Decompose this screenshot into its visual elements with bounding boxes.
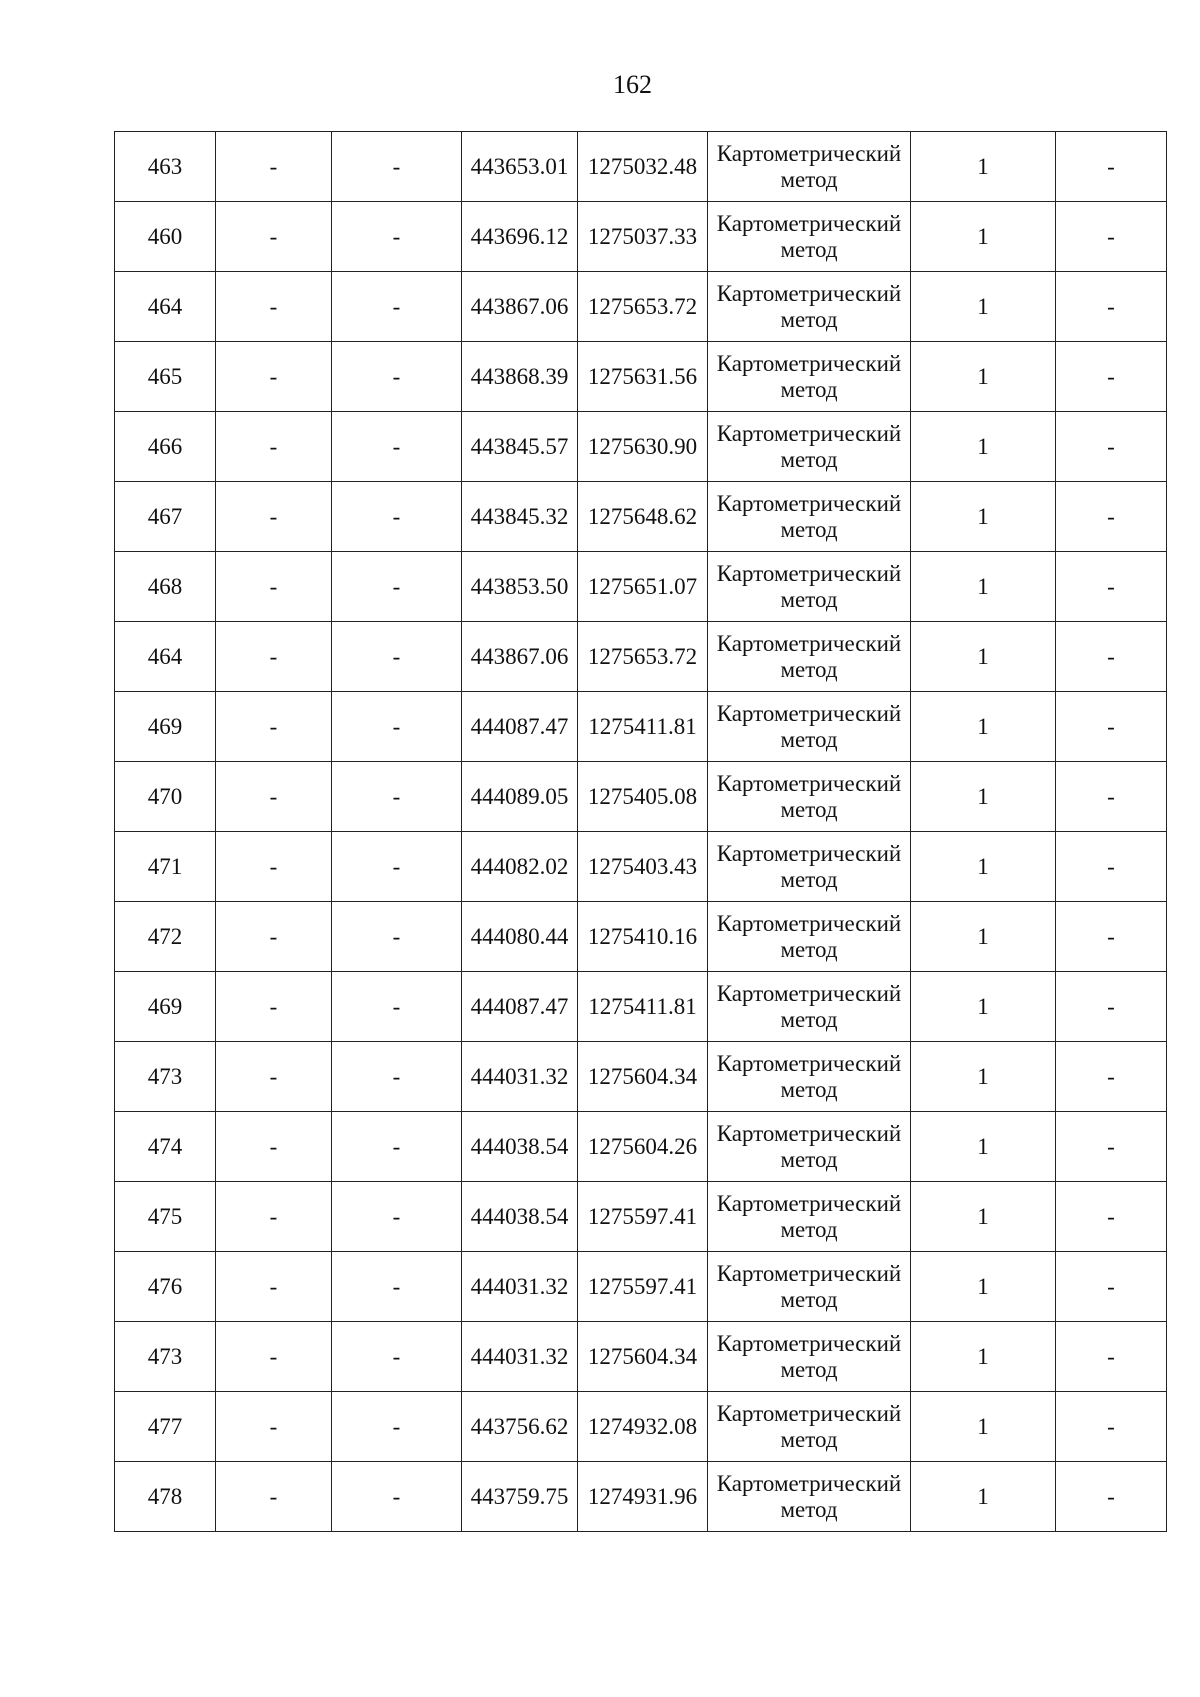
method-cell bbox=[708, 132, 911, 202]
accuracy-cell: 1 bbox=[911, 972, 1056, 1042]
method-line-1: Картометрический bbox=[716, 1330, 902, 1356]
empty-cell-3: - bbox=[332, 1462, 462, 1532]
note-cell: - bbox=[1056, 972, 1167, 1042]
method-cell bbox=[708, 342, 911, 412]
point-number-cell: 473 bbox=[115, 1322, 216, 1392]
empty-cell-3: - bbox=[332, 272, 462, 342]
x-coordinate-cell: 444031.32 bbox=[462, 1322, 578, 1392]
table-row bbox=[115, 1392, 1167, 1462]
note-cell: - bbox=[1056, 1252, 1167, 1322]
method-line-2: метод bbox=[780, 1356, 838, 1382]
point-number-cell: 468 bbox=[115, 552, 216, 622]
empty-cell-3: - bbox=[332, 902, 462, 972]
empty-cell-2: - bbox=[216, 972, 332, 1042]
point-number-cell: 460 bbox=[115, 202, 216, 272]
table-body bbox=[115, 132, 1167, 1532]
y-coordinate-cell: 1275604.34 bbox=[578, 1322, 708, 1392]
method-cell bbox=[708, 832, 911, 902]
accuracy-cell: 1 bbox=[911, 482, 1056, 552]
note-cell: - bbox=[1056, 1042, 1167, 1112]
accuracy-cell: 1 bbox=[911, 1322, 1056, 1392]
empty-cell-3: - bbox=[332, 342, 462, 412]
note-cell: - bbox=[1056, 1112, 1167, 1182]
y-coordinate-cell: 1274931.96 bbox=[578, 1462, 708, 1532]
method-line-2: метод bbox=[780, 236, 838, 262]
x-coordinate-cell: 444038.54 bbox=[462, 1112, 578, 1182]
note-cell: - bbox=[1056, 1322, 1167, 1392]
table-row bbox=[115, 1252, 1167, 1322]
point-number-cell: 472 bbox=[115, 902, 216, 972]
method-line-1: Картометрический bbox=[716, 770, 902, 796]
y-coordinate-cell: 1274932.08 bbox=[578, 1392, 708, 1462]
method-line-1: Картометрический bbox=[716, 700, 902, 726]
y-coordinate-cell: 1275411.81 bbox=[578, 972, 708, 1042]
method-line-2: метод bbox=[780, 376, 838, 402]
table-row bbox=[115, 622, 1167, 692]
method-cell bbox=[708, 1182, 911, 1252]
method-cell bbox=[708, 482, 911, 552]
empty-cell-3: - bbox=[332, 972, 462, 1042]
empty-cell-3: - bbox=[332, 692, 462, 762]
accuracy-cell: 1 bbox=[911, 1392, 1056, 1462]
table-row bbox=[115, 902, 1167, 972]
point-number-cell: 465 bbox=[115, 342, 216, 412]
empty-cell-3: - bbox=[332, 1322, 462, 1392]
accuracy-cell: 1 bbox=[911, 342, 1056, 412]
accuracy-cell: 1 bbox=[911, 412, 1056, 482]
accuracy-cell: 1 bbox=[911, 692, 1056, 762]
y-coordinate-cell: 1275630.90 bbox=[578, 412, 708, 482]
empty-cell-3: - bbox=[332, 202, 462, 272]
accuracy-cell: 1 bbox=[911, 902, 1056, 972]
empty-cell-2: - bbox=[216, 132, 332, 202]
method-line-2: метод bbox=[780, 1146, 838, 1172]
accuracy-cell: 1 bbox=[911, 1042, 1056, 1112]
note-cell: - bbox=[1056, 622, 1167, 692]
x-coordinate-cell: 443867.06 bbox=[462, 272, 578, 342]
method-line-1: Картометрический bbox=[716, 1260, 902, 1286]
empty-cell-2: - bbox=[216, 342, 332, 412]
empty-cell-3: - bbox=[332, 832, 462, 902]
point-number-cell: 477 bbox=[115, 1392, 216, 1462]
method-cell bbox=[708, 692, 911, 762]
note-cell: - bbox=[1056, 692, 1167, 762]
method-cell bbox=[708, 552, 911, 622]
method-line-2: метод bbox=[780, 1426, 838, 1452]
empty-cell-3: - bbox=[332, 1112, 462, 1182]
x-coordinate-cell: 443696.12 bbox=[462, 202, 578, 272]
point-number-cell: 475 bbox=[115, 1182, 216, 1252]
method-line-1: Картометрический bbox=[716, 560, 902, 586]
method-line-2: метод bbox=[780, 1216, 838, 1242]
x-coordinate-cell: 444082.02 bbox=[462, 832, 578, 902]
x-coordinate-cell: 443853.50 bbox=[462, 552, 578, 622]
table-row bbox=[115, 1182, 1167, 1252]
x-coordinate-cell: 444031.32 bbox=[462, 1042, 578, 1112]
empty-cell-3: - bbox=[332, 1252, 462, 1322]
empty-cell-2: - bbox=[216, 762, 332, 832]
note-cell: - bbox=[1056, 482, 1167, 552]
table-row bbox=[115, 412, 1167, 482]
empty-cell-2: - bbox=[216, 1112, 332, 1182]
note-cell: - bbox=[1056, 202, 1167, 272]
method-line-1: Картометрический bbox=[716, 420, 902, 446]
empty-cell-2: - bbox=[216, 552, 332, 622]
y-coordinate-cell: 1275631.56 bbox=[578, 342, 708, 412]
table-row bbox=[115, 482, 1167, 552]
accuracy-cell: 1 bbox=[911, 622, 1056, 692]
empty-cell-3: - bbox=[332, 482, 462, 552]
table-row bbox=[115, 132, 1167, 202]
y-coordinate-cell: 1275410.16 bbox=[578, 902, 708, 972]
method-cell bbox=[708, 762, 911, 832]
table-row bbox=[115, 342, 1167, 412]
method-cell bbox=[708, 1252, 911, 1322]
point-number-cell: 464 bbox=[115, 272, 216, 342]
y-coordinate-cell: 1275653.72 bbox=[578, 272, 708, 342]
method-line-1: Картометрический bbox=[716, 840, 902, 866]
y-coordinate-cell: 1275032.48 bbox=[578, 132, 708, 202]
method-line-2: метод bbox=[780, 936, 838, 962]
note-cell: - bbox=[1056, 832, 1167, 902]
x-coordinate-cell: 443845.57 bbox=[462, 412, 578, 482]
method-cell bbox=[708, 202, 911, 272]
accuracy-cell: 1 bbox=[911, 1182, 1056, 1252]
empty-cell-2: - bbox=[216, 1182, 332, 1252]
point-number-cell: 474 bbox=[115, 1112, 216, 1182]
x-coordinate-cell: 443868.39 bbox=[462, 342, 578, 412]
accuracy-cell: 1 bbox=[911, 832, 1056, 902]
note-cell: - bbox=[1056, 412, 1167, 482]
method-cell bbox=[708, 412, 911, 482]
x-coordinate-cell: 443759.75 bbox=[462, 1462, 578, 1532]
method-cell bbox=[708, 1042, 911, 1112]
point-number-cell: 470 bbox=[115, 762, 216, 832]
method-line-2: метод bbox=[780, 1076, 838, 1102]
method-line-1: Картометрический bbox=[716, 630, 902, 656]
method-cell bbox=[708, 272, 911, 342]
accuracy-cell: 1 bbox=[911, 132, 1056, 202]
accuracy-cell: 1 bbox=[911, 1252, 1056, 1322]
empty-cell-2: - bbox=[216, 1462, 332, 1532]
x-coordinate-cell: 444087.47 bbox=[462, 972, 578, 1042]
y-coordinate-cell: 1275653.72 bbox=[578, 622, 708, 692]
method-line-2: метод bbox=[780, 1286, 838, 1312]
method-line-1: Картометрический bbox=[716, 490, 902, 516]
accuracy-cell: 1 bbox=[911, 762, 1056, 832]
point-number-cell: 469 bbox=[115, 972, 216, 1042]
table-row bbox=[115, 762, 1167, 832]
y-coordinate-cell: 1275604.26 bbox=[578, 1112, 708, 1182]
method-cell bbox=[708, 902, 911, 972]
note-cell: - bbox=[1056, 552, 1167, 622]
point-number-cell: 463 bbox=[115, 132, 216, 202]
table-row bbox=[115, 1322, 1167, 1392]
empty-cell-2: - bbox=[216, 482, 332, 552]
method-cell bbox=[708, 622, 911, 692]
method-line-2: метод bbox=[780, 306, 838, 332]
method-line-1: Картометрический bbox=[716, 1050, 902, 1076]
method-line-1: Картометрический bbox=[716, 910, 902, 936]
x-coordinate-cell: 444080.44 bbox=[462, 902, 578, 972]
method-line-1: Картометрический bbox=[716, 280, 902, 306]
method-line-1: Картометрический bbox=[716, 1190, 902, 1216]
method-line-1: Картометрический bbox=[716, 140, 902, 166]
empty-cell-3: - bbox=[332, 412, 462, 482]
empty-cell-2: - bbox=[216, 202, 332, 272]
empty-cell-3: - bbox=[332, 1182, 462, 1252]
empty-cell-2: - bbox=[216, 1392, 332, 1462]
note-cell: - bbox=[1056, 342, 1167, 412]
page-number: 162 bbox=[613, 70, 652, 99]
method-line-2: метод bbox=[780, 586, 838, 612]
x-coordinate-cell: 443867.06 bbox=[462, 622, 578, 692]
x-coordinate-cell: 443653.01 bbox=[462, 132, 578, 202]
empty-cell-3: - bbox=[332, 552, 462, 622]
accuracy-cell: 1 bbox=[911, 552, 1056, 622]
table-row bbox=[115, 1112, 1167, 1182]
empty-cell-2: - bbox=[216, 692, 332, 762]
empty-cell-2: - bbox=[216, 1322, 332, 1392]
method-line-1: Картометрический bbox=[716, 980, 902, 1006]
point-number-cell: 478 bbox=[115, 1462, 216, 1532]
method-line-1: Картометрический bbox=[716, 210, 902, 236]
empty-cell-2: - bbox=[216, 902, 332, 972]
point-number-cell: 476 bbox=[115, 1252, 216, 1322]
note-cell: - bbox=[1056, 1182, 1167, 1252]
method-cell bbox=[708, 1322, 911, 1392]
y-coordinate-cell: 1275411.81 bbox=[578, 692, 708, 762]
point-number-cell: 469 bbox=[115, 692, 216, 762]
method-line-2: метод bbox=[780, 656, 838, 682]
table-row bbox=[115, 1042, 1167, 1112]
method-line-2: метод bbox=[780, 446, 838, 472]
point-number-cell: 471 bbox=[115, 832, 216, 902]
y-coordinate-cell: 1275403.43 bbox=[578, 832, 708, 902]
empty-cell-2: - bbox=[216, 832, 332, 902]
method-line-1: Картометрический bbox=[716, 1120, 902, 1146]
method-line-1: Картометрический bbox=[716, 1400, 902, 1426]
coordinates-table bbox=[114, 131, 1167, 1532]
x-coordinate-cell: 443845.32 bbox=[462, 482, 578, 552]
method-line-2: метод bbox=[780, 866, 838, 892]
note-cell: - bbox=[1056, 1392, 1167, 1462]
accuracy-cell: 1 bbox=[911, 202, 1056, 272]
accuracy-cell: 1 bbox=[911, 1462, 1056, 1532]
method-cell bbox=[708, 972, 911, 1042]
empty-cell-2: - bbox=[216, 1252, 332, 1322]
method-line-1: Картометрический bbox=[716, 1470, 902, 1496]
table-row bbox=[115, 1462, 1167, 1532]
table-row bbox=[115, 202, 1167, 272]
x-coordinate-cell: 444087.47 bbox=[462, 692, 578, 762]
method-line-2: метод bbox=[780, 1006, 838, 1032]
method-line-2: метод bbox=[780, 796, 838, 822]
note-cell: - bbox=[1056, 1462, 1167, 1532]
y-coordinate-cell: 1275405.08 bbox=[578, 762, 708, 832]
method-line-2: метод bbox=[780, 1496, 838, 1522]
empty-cell-3: - bbox=[332, 762, 462, 832]
note-cell: - bbox=[1056, 132, 1167, 202]
empty-cell-3: - bbox=[332, 1042, 462, 1112]
y-coordinate-cell: 1275597.41 bbox=[578, 1182, 708, 1252]
method-cell bbox=[708, 1462, 911, 1532]
accuracy-cell: 1 bbox=[911, 272, 1056, 342]
empty-cell-3: - bbox=[332, 1392, 462, 1462]
table-row bbox=[115, 832, 1167, 902]
note-cell: - bbox=[1056, 272, 1167, 342]
empty-cell-2: - bbox=[216, 272, 332, 342]
empty-cell-3: - bbox=[332, 132, 462, 202]
y-coordinate-cell: 1275597.41 bbox=[578, 1252, 708, 1322]
point-number-cell: 473 bbox=[115, 1042, 216, 1112]
method-line-2: метод bbox=[780, 516, 838, 542]
empty-cell-2: - bbox=[216, 412, 332, 482]
empty-cell-3: - bbox=[332, 622, 462, 692]
empty-cell-2: - bbox=[216, 622, 332, 692]
point-number-cell: 466 bbox=[115, 412, 216, 482]
point-number-cell: 464 bbox=[115, 622, 216, 692]
method-line-1: Картометрический bbox=[716, 350, 902, 376]
y-coordinate-cell: 1275651.07 bbox=[578, 552, 708, 622]
method-line-2: метод bbox=[780, 166, 838, 192]
accuracy-cell: 1 bbox=[911, 1112, 1056, 1182]
empty-cell-2: - bbox=[216, 1042, 332, 1112]
table-row bbox=[115, 552, 1167, 622]
table-row bbox=[115, 272, 1167, 342]
table-row bbox=[115, 972, 1167, 1042]
method-cell bbox=[708, 1112, 911, 1182]
x-coordinate-cell: 444031.32 bbox=[462, 1252, 578, 1322]
note-cell: - bbox=[1056, 902, 1167, 972]
note-cell: - bbox=[1056, 762, 1167, 832]
x-coordinate-cell: 443756.62 bbox=[462, 1392, 578, 1462]
x-coordinate-cell: 444038.54 bbox=[462, 1182, 578, 1252]
method-cell bbox=[708, 1392, 911, 1462]
y-coordinate-cell: 1275648.62 bbox=[578, 482, 708, 552]
y-coordinate-cell: 1275037.33 bbox=[578, 202, 708, 272]
point-number-cell: 467 bbox=[115, 482, 216, 552]
y-coordinate-cell: 1275604.34 bbox=[578, 1042, 708, 1112]
x-coordinate-cell: 444089.05 bbox=[462, 762, 578, 832]
method-line-2: метод bbox=[780, 726, 838, 752]
table-row bbox=[115, 692, 1167, 762]
